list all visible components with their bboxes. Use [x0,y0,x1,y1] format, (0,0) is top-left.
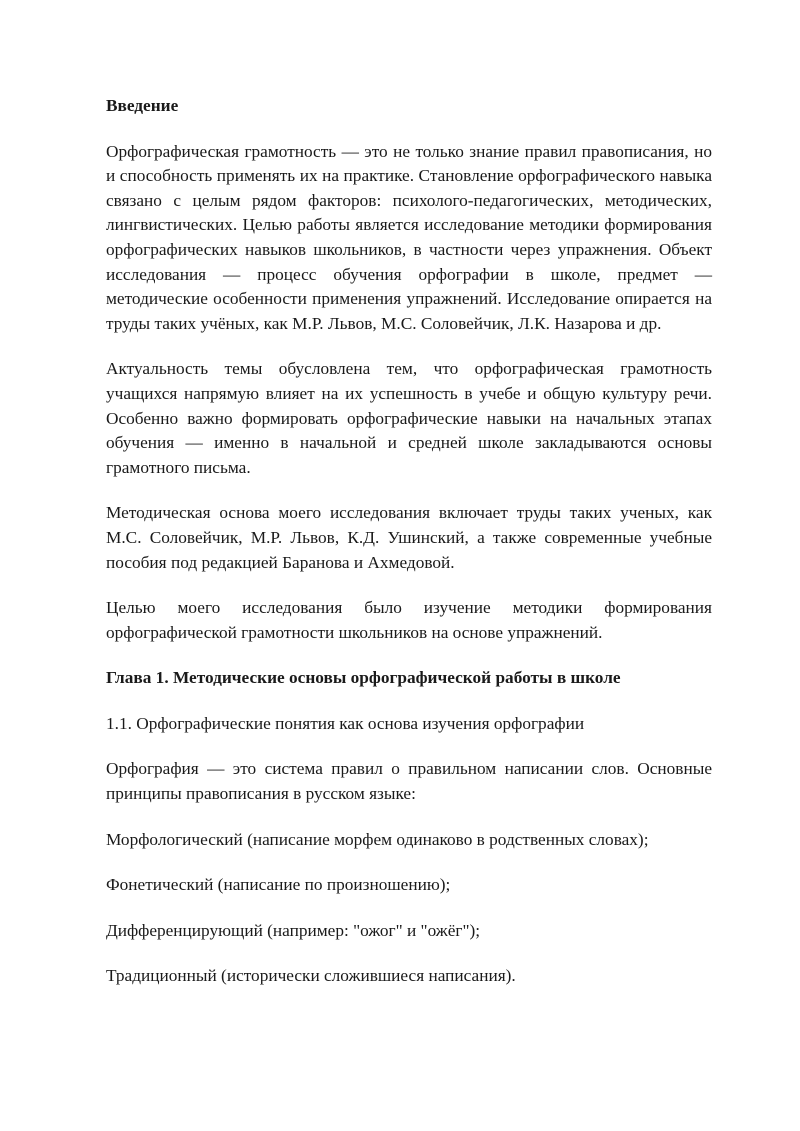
chapter-heading: Глава 1. Методические основы орфографической работы в школе [106,668,621,688]
intro-paragraph-3: Методическая основа моего исследования включает труды таких ученых, как М.С. Соловейчик, М.Р. Львов, К.Д. Ушинский, а также современные учебные пособия под редакцией Баранова и Ахмедовой. [106,503,712,572]
intro-paragraph-4: Целью моего исследования было изучение методики формирования орфографической грамотности школьников на основе упражнений. [106,598,712,642]
principle-item: Дифференцирующий (например: "ожог" и "ожёг"); [106,920,481,940]
document-page [106,94,712,1010]
intro-paragraph-1: Орфографическая грамотность — это не только знание правил правописания, но и способность применять их на практике. Становление орфографического навыка связано с целым рядом факторов: психолого-педагогических, методических, лингвистических. Целью работы является исследование методики формирования орфографических навыков школьников, в частности через упражнения. Объект исследования — процесс обучения орфографии в школе, предмет — методические особенности применения упражнений. Исследование опирается на труды таких учёных, как М.Р. Львов, М.С. Соловейчик, Л.К. Назарова и др. [106,141,712,333]
principle-item: Морфологический (написание морфем одинаково в родственных словах); [106,829,649,849]
section-title: 1.1. Орфографические понятия как основа изучения орфографии [106,713,585,733]
intro-heading: Введение [106,96,179,115]
principle-item: Фонетический (написание по произношению); [106,875,451,895]
principle-item: Традиционный (исторически сложившиеся написания). [106,966,516,986]
definition-paragraph: Орфография — это система правил о правильном написании слов. Основные принципы правописания в русском языке: [106,759,712,804]
intro-paragraph-2: Актуальность темы обусловлена тем, что орфографическая грамотность учащихся напрямую влияет на их успешность в учебе и общую культуру речи. Особенно важно формировать орфографические навыки на начальных этапах обучения — именно в начальной и средней школе закладываются основы грамотного письма. [106,359,712,477]
